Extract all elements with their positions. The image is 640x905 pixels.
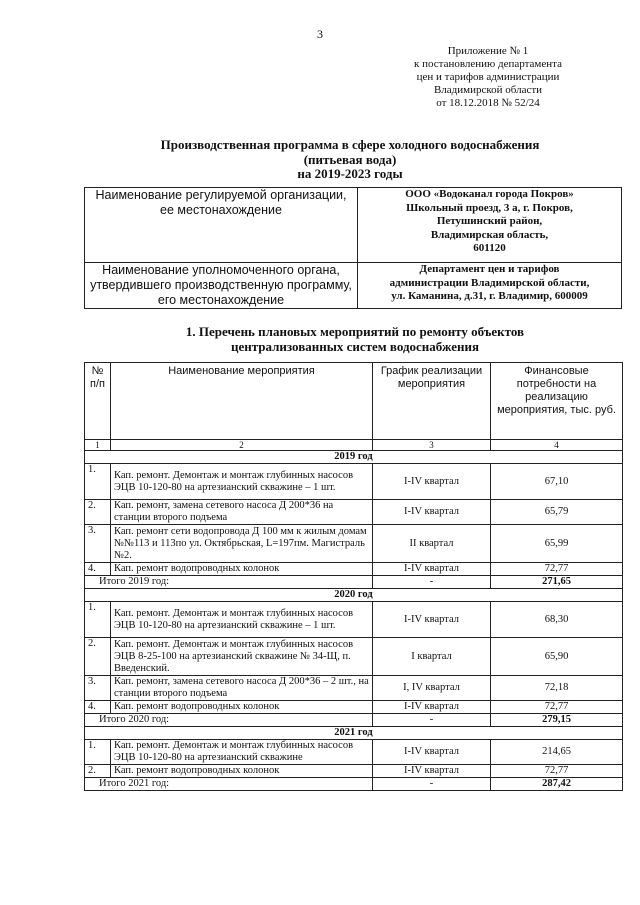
- row-value: 65,90: [491, 638, 623, 676]
- row-name: Кап. ремонт, замена сетевого насоса Д 200*36 на станции второго подъема: [111, 500, 373, 525]
- row-value: 72,18: [491, 676, 623, 701]
- year-row: [85, 589, 623, 602]
- row-number: 4.: [85, 701, 111, 714]
- org-value: [358, 188, 622, 263]
- organization-table: [84, 187, 622, 309]
- row-name: Кап. ремонт. Демонтаж и монтаж глубинных насосов ЭЦВ 10-120-80 на артезианский скважине: [111, 740, 373, 765]
- row-number: 3.: [85, 525, 111, 563]
- org-value: [358, 263, 622, 309]
- total-schedule: -: [373, 778, 491, 791]
- table-row: [85, 701, 623, 714]
- org-value-line: администрации Владимирской области,: [389, 276, 590, 289]
- row-value: 72,77: [491, 701, 623, 714]
- row-name: Кап. ремонт водопроводных колонок: [111, 701, 373, 714]
- table-row: [85, 563, 623, 576]
- appendix-line: цен и тарифов администрации: [416, 71, 560, 83]
- row-number: 3.: [85, 676, 111, 701]
- column-number: 3: [373, 440, 491, 451]
- org-label: Наименование регулируемой организации, ее местонахождение: [85, 188, 358, 263]
- row-name: Кап. ремонт, замена сетевого насоса Д 200*36 – 2 шт., на станции второго подъема: [111, 676, 373, 701]
- row-schedule: I, IV квартал: [373, 676, 491, 701]
- appendix-line: Приложение № 1: [447, 45, 529, 57]
- table-header-row: [85, 363, 623, 440]
- row-schedule: I-IV квартал: [373, 765, 491, 778]
- row-schedule: I-IV квартал: [373, 602, 491, 638]
- table-row: [85, 765, 623, 778]
- total-row: [85, 778, 623, 791]
- column-number: 4: [491, 440, 623, 451]
- total-row: [85, 714, 623, 727]
- org-label: Наименование уполномоченного органа, утвердившего производственную программу, его местонахождение: [85, 263, 358, 309]
- org-value-line: 601120: [473, 242, 506, 254]
- header-schedule: График реализации мероприятия: [373, 363, 491, 440]
- header-finance: Финансовые потребности на реализацию мероприятия, тыс. руб.: [491, 363, 623, 440]
- column-number: 2: [111, 440, 373, 451]
- total-value: 271,65: [491, 576, 623, 589]
- table-row: [85, 740, 623, 765]
- org-row: [85, 263, 622, 309]
- total-value: 279,15: [491, 714, 623, 727]
- row-value: 67,10: [491, 464, 623, 500]
- table-row: [85, 500, 623, 525]
- table-row: [85, 464, 623, 500]
- appendix-header: [388, 45, 588, 110]
- total-value: 287,42: [491, 778, 623, 791]
- total-label: Итого 2020 год:: [85, 714, 373, 727]
- row-schedule: I квартал: [373, 638, 491, 676]
- total-schedule: -: [373, 714, 491, 727]
- row-schedule: I-IV квартал: [373, 701, 491, 714]
- measures-table: [84, 362, 623, 791]
- row-value: 214,65: [491, 740, 623, 765]
- row-number: 2.: [85, 765, 111, 778]
- row-schedule: II квартал: [373, 525, 491, 563]
- row-number: 2.: [85, 500, 111, 525]
- section-title: [120, 324, 590, 354]
- org-value-line: ООО «Водоканал города Покров»: [405, 188, 574, 200]
- row-schedule: I-IV квартал: [373, 740, 491, 765]
- org-value-line: Школьный проезд, 3 а, г. Покров,: [406, 201, 573, 214]
- org-value-line: Департамент цен и тарифов: [419, 263, 560, 275]
- org-row: [85, 188, 622, 263]
- document-title: [80, 138, 620, 182]
- year-label: 2019 год: [85, 451, 623, 464]
- total-label: Итого 2021 год:: [85, 778, 373, 791]
- row-number: 2.: [85, 638, 111, 676]
- total-label: Итого 2019 год:: [85, 576, 373, 589]
- year-row: [85, 727, 623, 740]
- table-row: [85, 602, 623, 638]
- title-line: на 2019-2023 годы: [297, 166, 403, 181]
- org-value-line: Петушинский район,: [436, 215, 543, 227]
- row-number: 1.: [85, 464, 111, 500]
- row-name: Кап. ремонт водопроводных колонок: [111, 563, 373, 576]
- table-row: [85, 676, 623, 701]
- header-name: Наименование мероприятия: [111, 363, 373, 440]
- title-line: (питьевая вода): [303, 151, 397, 167]
- org-value-line: ул. Каманина, д.31, г. Владимир, 600009: [391, 290, 588, 302]
- year-row: [85, 451, 623, 464]
- total-schedule: -: [373, 576, 491, 589]
- appendix-line: от 18.12.2018 № 52/24: [436, 97, 540, 109]
- row-schedule: I-IV квартал: [373, 563, 491, 576]
- header-num: № п/п: [85, 363, 111, 440]
- page-number: 3: [317, 27, 323, 41]
- appendix-line: Владимирской области: [433, 84, 543, 96]
- org-value-line: Владимирская область,: [430, 228, 549, 241]
- row-schedule: I-IV квартал: [373, 464, 491, 500]
- row-name: Кап. ремонт. Демонтаж и монтаж глубинных насосов ЭЦВ 10-120-80 на артезианский скважине – 1 шт.: [111, 464, 373, 500]
- row-value: 68,30: [491, 602, 623, 638]
- row-number: 1.: [85, 740, 111, 765]
- column-number-row: [85, 440, 623, 451]
- table-row: [85, 638, 623, 676]
- table-row: [85, 525, 623, 563]
- row-name: Кап. ремонт водопроводных колонок: [111, 765, 373, 778]
- total-row: [85, 576, 623, 589]
- row-schedule: I-IV квартал: [373, 500, 491, 525]
- row-number: 1.: [85, 602, 111, 638]
- appendix-line: к постановлению департамента: [414, 58, 562, 70]
- row-name: Кап. ремонт. Демонтаж и монтаж глубинных насосов ЭЦВ 10-120-80 на артезианский скважине – 1 шт.: [111, 602, 373, 638]
- title-line: Производственная программа в сфере холодного водоснабжения: [160, 137, 540, 152]
- row-name: Кап. ремонт. Демонтаж и монтаж глубинных насосов ЭЦВ 8-25-100 на артезианский скважине № 34-Щ, п. Введенский.: [111, 638, 373, 676]
- row-value: 65,99: [491, 525, 623, 563]
- row-name: Кап. ремонт сети водопровода Д 100 мм к жилым домам №№113 и 113по ул. Октябрьская, L=197пм. Магистраль №2.: [111, 525, 373, 563]
- row-value: 72,77: [491, 563, 623, 576]
- row-value: 72,77: [491, 765, 623, 778]
- year-label: 2021 год: [85, 727, 623, 740]
- year-label: 2020 год: [85, 589, 623, 602]
- column-number: 1: [85, 440, 111, 451]
- section-title-line: централизованных систем водоснабжения: [230, 339, 480, 354]
- row-number: 4.: [85, 563, 111, 576]
- row-value: 65,79: [491, 500, 623, 525]
- section-title-line: 1. Перечень плановых мероприятий по ремонту объектов: [185, 324, 525, 339]
